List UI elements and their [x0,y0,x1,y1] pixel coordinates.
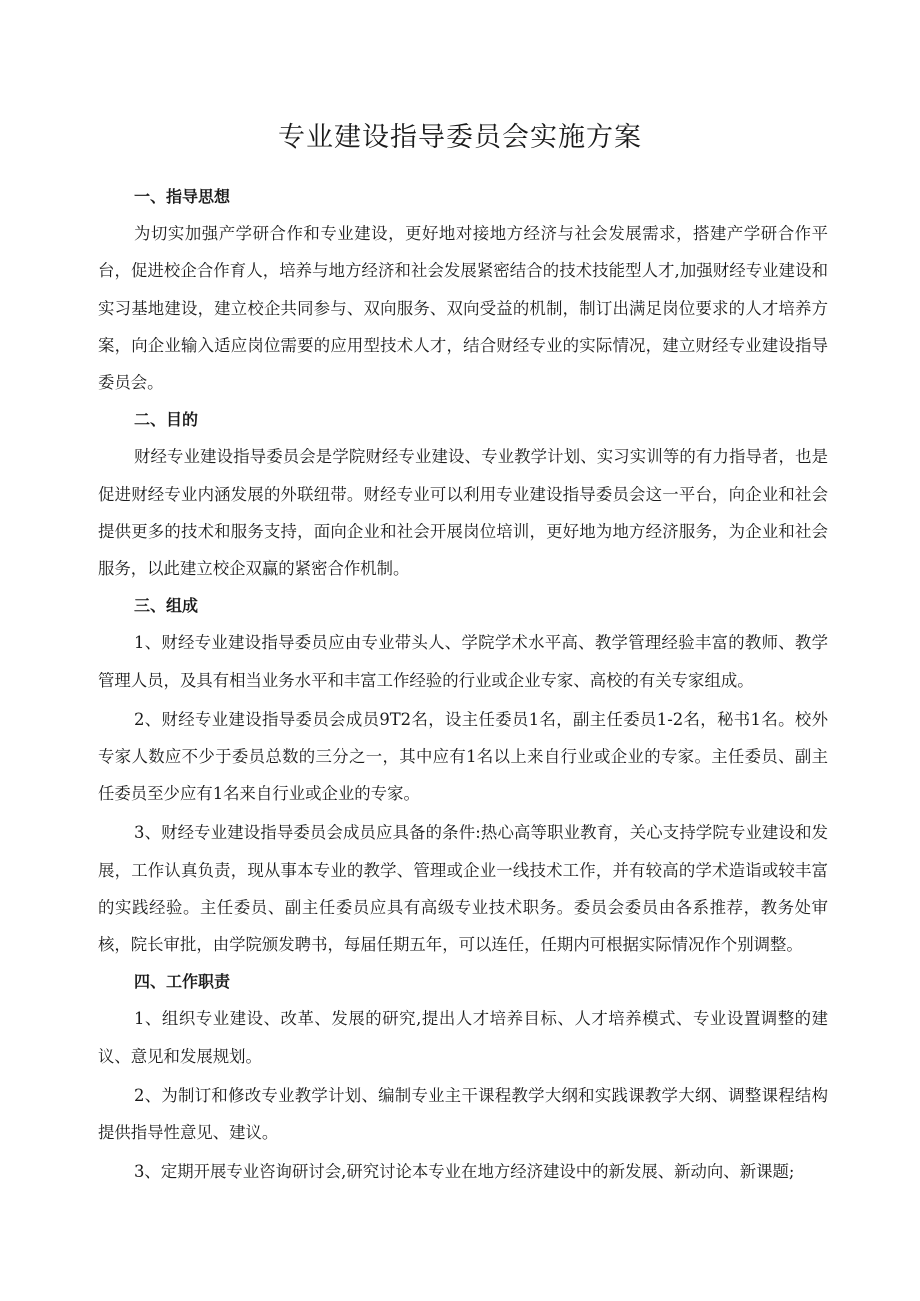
section-heading-guiding-ideology: 一、指导思想 [134,187,231,206]
section-heading-purpose: 二、目的 [134,410,199,430]
section-heading-duties: 四、工作职责 [134,972,231,992]
paragraph: 3、定期开展专业咨询研讨会,研究讨论本专业在地方经济建设中的新发展、新动向、新课题; [134,1162,795,1182]
paragraph: 1、财经专业建设指导委员应由专业带头人、学院学术水平高、教学管理经验丰富的教师、教学管理人员，及具有相当业务水平和丰富工作经验的行业或企业专家、高校的有关专家组成。 [98,633,828,690]
document-title: 专业建设指导委员会实施方案 [278,122,642,154]
paragraph: 2、财经专业建设指导委员会成员9T2名，设主任委员1名，副主任委员1-2名，秘书1名。校外专家人数应不少于委员总数的三分之一，其中应有1名以上来自行业或企业的专家。主任委员、副主任委员至少应有1名来自行业或企业的专家。 [98,709,828,804]
paragraph: 2、为制订和修改专业教学计划、编制专业主干课程教学大纲和实践课教学大纲、调整课程结构提供指导性意见、建议。 [98,1085,828,1143]
paragraph: 为切实加强产学研合作和专业建设，更好地对接地方经济与社会发展需求，搭建产学研合作平台，促进校企合作育人，培养与地方经济和社会发展紧密结合的技术技能型人才,加强财经专业建设和实习基地建设，建立校企共同参与、双向服务、双向受益的机制，制订出满足岗位要求的人才培养方案，向企业输入适应岗位需要的应用型技术人才，结合财经专业的实际情况，建立财经专业建设指导委员会。 [98,224,828,393]
section-heading-composition: 三、组成 [134,596,199,616]
paragraph: 财经专业建设指导委员会是学院财经专业建设、专业教学计划、实习实训等的有力指导者，也是促进财经专业内涵发展的外联纽带。财经专业可以利用专业建设指导委员会这一平台，向企业和社会提供更多的技术和服务支持，面向企业和社会开展岗位培训，更好地为地方经济服务，为企业和社会服务，以此建立校企双赢的紧密合作机制。 [98,447,828,579]
paragraph: 1、组织专业建设、改革、发展的研究,提出人才培养目标、人才培养模式、专业设置调整的建议、意见和发展规划。 [98,1009,828,1066]
document-body [98,178,828,1190]
paragraph: 3、财经专业建设指导委员会成员应具备的条件:热心高等职业教育，关心支持学院专业建设和发展，工作认真负责，现从事本专业的教学、管理或企业一线技术工作，并有较高的学术造诣或较丰富的实践经验。主任委员、副主任委员应具有高级专业技术职务。委员会委员由各系推荐，教务处审核，院长审批，由学院颁发聘书，每届任期五年，可以连任，任期内可根据实际情况作个别调整。 [98,823,828,955]
